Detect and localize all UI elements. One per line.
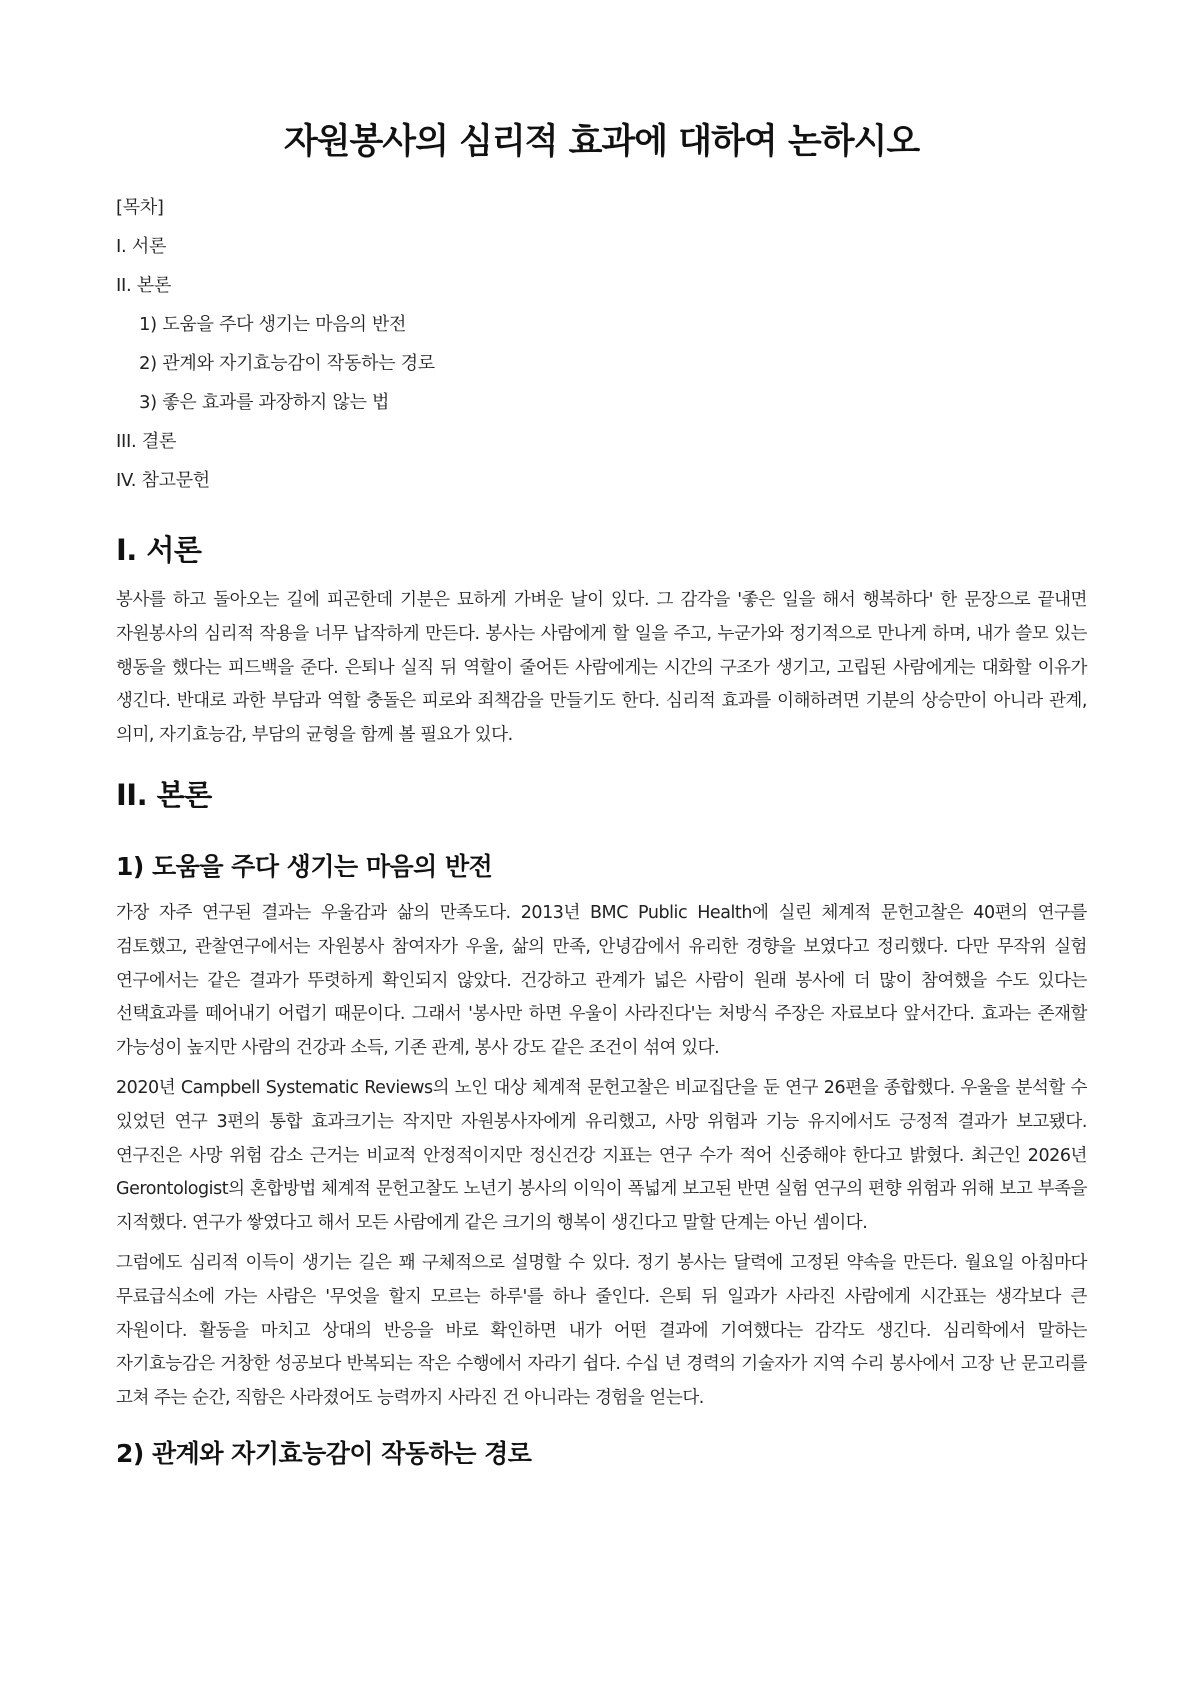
toc-item-section-3: 3) 좋은 효과를 과장하지 않는 법 xyxy=(139,392,390,413)
section-2-heading: 2) 관계와 자기효능감이 작동하는 경로 xyxy=(116,1438,532,1468)
toc-item-section-1: 1) 도움을 주다 생기는 마음의 반전 xyxy=(139,314,407,335)
section-1-paragraph-1: 가장 자주 연구된 결과는 우울감과 삶의 만족도다. 2013년 BMC Public Health에 실린 체계적 문헌고찰은 40편의 연구를 검토했고, 관찰연구에서는 자원봉사 참여자가 우울, 삶의 만족, 안녕감에서 유리한 경향을 보였다고 정리했다. 다만 무작위 실험 연구에서는 같은 결과가 뚜렷하게 확인되지 않았다. 건강하고 관계가 넓은 사람이 원래 봉사에 더 많이 참여했을 수도 있다는 선택효과를 떼어내기 어렵기 때문이다. 그래서 '봉사만 하면 우울이 사라진다'는 처방식 주장은 자료보다 앞서간다. 효과는 존재할 가능성이 높지만 사람의 건강과 소득, 기존 관계, 봉사 강도 같은 조건이 섞여 있다. xyxy=(116,902,1087,1059)
toc-heading: [목차] xyxy=(116,197,164,218)
toc-item-references: IV. 참고문헌 xyxy=(116,470,210,491)
toc-item-introduction: I. 서론 xyxy=(116,236,167,257)
section-1-paragraph-2: 2020년 Campbell Systematic Reviews의 노인 대상 체계적 문헌고찰은 비교집단을 둔 연구 26편을 종합했다. 우울을 분석할 수 있었던 연구 3편의 통합 효과크기는 작지만 자원봉사자에게 유리했고, 사망 위험과 기능 유지에서도 긍정적 결과가 보고됐다. 연구진은 사망 위험 감소 근거는 비교적 안정적이지만 정신건강 지표는 연구 수가 적어 신중해야 한다고 밝혔다. 최근인 2026년 Gerontologist의 혼합방법 체계적 문헌고찰도 노년기 봉사의 이익이 폭넓게 보고된 반면 실험 연구의 편향 위험과 위해 보고 부족을 지적했다. 연구가 쌓였다고 해서 모든 사람에게 같은 크기의 행복이 생긴다고 말할 단계는 아닌 셈이다. xyxy=(116,1077,1087,1234)
toc-item-main-body: II. 본론 xyxy=(116,275,172,296)
main-body-heading: II. 본론 xyxy=(116,777,212,812)
introduction-paragraph: 봉사를 하고 돌아오는 길에 피곤한데 기분은 묘하게 가벼운 날이 있다. 그 감각을 '좋은 일을 해서 행복하다' 한 문장으로 끝내면 자원봉사의 심리적 작용을 너무 납작하게 만든다. 봉사는 사람에게 할 일을 주고, 누군가와 정기적으로 만나게 하며, 내가 쓸모 있는 행동을 했다는 피드백을 준다. 은퇴나 실직 뒤 역할이 줄어든 사람에게는 시간의 구조가 생기고, 고립된 사람에게는 대화할 이유가 생긴다. 반대로 과한 부담과 역할 충돌은 피로와 죄책감을 만들기도 한다. 심리적 효과를 이해하려면 기분의 상승만이 아니라 관계, 의미, 자기효능감, 부담의 균형을 함께 볼 필요가 있다. xyxy=(116,590,1087,746)
introduction-heading: I. 서론 xyxy=(116,533,202,567)
section-1-paragraph-3: 그럼에도 심리적 이득이 생기는 길은 꽤 구체적으로 설명할 수 있다. 정기 봉사는 달력에 고정된 약속을 만든다. 월요일 아침마다 무료급식소에 가는 사람은 '무엇을 할지 모르는 하루'를 하나 줄인다. 은퇴 뒤 일과가 사라진 사람에게 시간표는 생각보다 큰 자원이다. 활동을 마치고 상대의 반응을 바로 확인하면 내가 어떤 결과에 기여했다는 감각도 생긴다. 심리학에서 말하는 자기효능감은 거창한 성공보다 반복되는 작은 수행에서 자라기 쉽다. 수십 년 경력의 기술자가 지역 수리 봉사에서 고장 난 문고리를 고쳐 주는 순간, 직함은 사라졌어도 능력까지 사라진 건 아니라는 경험을 얻는다. xyxy=(116,1252,1087,1409)
toc-item-section-2: 2) 관계와 자기효능감이 작동하는 경로 xyxy=(139,353,435,374)
section-1-heading: 1) 도움을 주다 생기는 마음의 반전 xyxy=(116,851,493,881)
toc-item-conclusion: III. 결론 xyxy=(116,431,177,452)
table-of-contents xyxy=(116,188,1087,500)
document-title: 자원봉사의 심리적 효과에 대하여 논하시오 xyxy=(283,122,920,162)
